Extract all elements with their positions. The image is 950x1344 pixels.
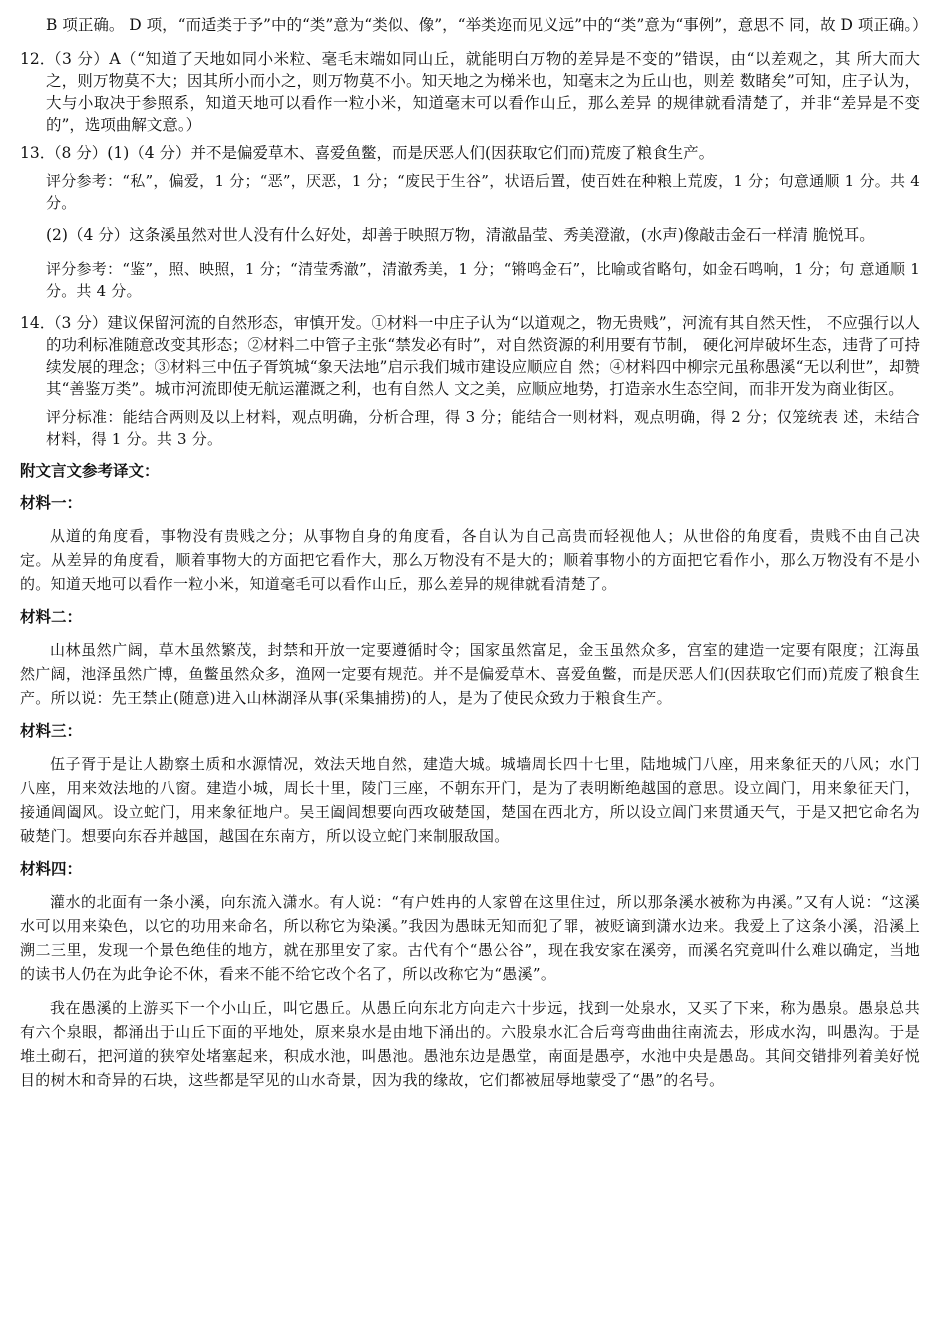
material-2-title: 材料二： — [20, 608, 83, 626]
question-text: （3 分）建议保留河流的自然形态，审慎开发。①材料一中庄子认为“以道观之，物无贵贱”，河流有其自然天性， 不应强行以人的功利标准随意改变其形态；②材料二中管子主张“禁发必有时”，对自然资源的利用要有节制， 硬化河岸破坏生态，违背了可持续发展的理念；③材料三中伍子胥筑城“象天法地”启示我们城市建设应顺应自 然；④材料四中柳宗元虽称愚溪“无以利世”，却赞其“善鉴万类”。城市河流即使无航运灌溉之利，也有自然人 文之美，应顺应地势，打造亲水生态空间，而非开发为商业街区。 — [46, 314, 920, 398]
material-4-title: 材料四： — [20, 860, 83, 878]
material-4-paragraph: 我在愚溪的上游买下一个小山丘，叫它愚丘。从愚丘向东北方向走六十步远，找到一处泉水，又买了下来，称为愚泉。愚泉总共有六个泉眼，都涌出于山丘下面的平地处，原来泉水是由地下涌出的。六股泉水汇合后弯弯曲曲往南流去，形成水沟，叫愚沟。于是堆土砌石，把河道的狭窄处堵塞起来，积成水池，叫愚池。愚池东边是愚堂，南面是愚亭，水池中央是愚岛。其间交错排列着美好悦目的树木和奇异的石块，这些都是罕见的山水奇景，因为我的缘故，它们都被屈辱地蒙受了“愚”的名号。 — [20, 999, 920, 1089]
scoring-standard: 评分标准：能结合两则及以上材料，观点明确，分析合理，得 3 分；能结合一则材料，观点明确，得 2 分；仅笼统表 述，未结合材料，得 1 分。共 3 分。 — [46, 408, 920, 448]
question-14 — [20, 312, 920, 400]
material-3-paragraph: 伍子胥于是让人勘察土质和水源情况，效法天地自然，建造大城。城墙周长四十七里，陆地城门八座，用来象征天的八风；水门八座，用来效法地的八窗。建造小城，周长十里，陵门三座，不朝东开门，是为了表明断绝越国的意思。设立阊门，用来象征天门，接通阊阖风。设立蛇门，用来象征地户。吴王阖闾想要向西攻破楚国，楚国在西北方，所以设立阊门来贯通天气，于是又把它命名为破楚门。想要向东吞并越国，越国在东南方，所以设立蛇门来制服敌国。 — [20, 755, 920, 845]
material-1-paragraph: 从道的角度看，事物没有贵贱之分；从事物自身的角度看，各自认为自己高贵而轻视他人；从世俗的角度看，贵贱不由自己决定。从差异的角度看，顺着事物大的方面把它看作大，那么万物没有不是大的；顺着事物小的方面把它看作小，那么万物没有不是小的。知道天地可以看作一粒小米，知道毫毛可以看作山丘，那么差异的规律就看清楚了。 — [20, 527, 920, 593]
document-page — [20, 14, 928, 1102]
question-text: （3 分）A（“知道了天地如同小米粒、毫毛末端如同山丘，就能明白万物的差异是不变的”错误，由“以差观之，其 所大而大之，则万物莫不大；因其所小而小之，则万物莫不小。知天地之为梯米也，知毫末之为丘山也，则差 数睹矣”可知，庄子认为，大与小取决于参照系，知道天地可以看作一粒小米，知道毫末可以看作山丘，那么差异 的规律就看清楚了，并非“差异是不变的”，选项曲解文意。） — [46, 50, 920, 134]
question-number: 13． — [20, 144, 56, 162]
material-4-paragraph: 灌水的北面有一条小溪，向东流入潇水。有人说：“有户姓冉的人家曾在这里住过，所以那条溪水被称为冉溪。”又有人说：“这溪水可以用来染色，以它的功用来命名，所以称它为染溪。”我因为愚昧无知而犯了罪，被贬谪到潇水边来。我爱上了这条小溪，沿溪上溯二三里，发现一个景色绝佳的地方，就在那里安了家。古代有个“愚公谷”，现在我安家在溪旁，而溪名究竟叫什么难以确定，当地的读书人仍在为此争论不休，看来不能不给它改个名了，所以改称它为“愚溪”。 — [20, 893, 920, 983]
question-number: 12． — [20, 50, 56, 68]
answer-11-continuation: B 项正确。 D 项，“而适类于予”中的“类”意为“类似、像”，“举类迩而见义远”中的“类”意为“事例”，意思不 同，故 D 项正确。） — [46, 16, 928, 34]
scoring-reference: 评分参考：“私”，偏爱，1 分；“恶”，厌恶，1 分；“废民于生谷”，状语后置，使百姓在种粮上荒废，1 分；句意通顺 1 分。共 4 分。 — [46, 172, 920, 212]
appendix-title: 附文言文参考译文： — [20, 462, 160, 480]
question-text: （8 分）(1)（4 分）并不是偏爱草木、喜爱鱼鳖，而是厌恶人们(因获取它们而)荒废了粮食生产。 — [46, 144, 715, 162]
material-3-title: 材料三： — [20, 722, 83, 740]
question-13-part-2: (2)（4 分）这条溪虽然对世人没有什么好处，却善于映照万物，清澈晶莹、秀美澄澈，(水声)像敲击金石一样清 脆悦耳。 — [46, 226, 875, 244]
question-number: 14． — [20, 314, 56, 332]
question-13 — [20, 142, 920, 164]
scoring-reference: 评分参考：“鉴”，照、映照，1 分；“清莹秀澈”，清澈秀美，1 分；“锵鸣金石”，比喻或省略句，如金石鸣响，1 分；句 意通顺 1 分。共 4 分。 — [46, 260, 920, 300]
question-12 — [20, 48, 920, 136]
material-1-title: 材料一： — [20, 494, 83, 512]
material-2-paragraph: 山林虽然广阔，草木虽然繁茂，封禁和开放一定要遵循时令；国家虽然富足，金玉虽然众多，宫室的建造一定要有限度；江海虽然广阔，池泽虽然广博，鱼鳖虽然众多，渔网一定要有规范。并不是偏爱草木、喜爱鱼鳖，而是厌恶人们(因获取它们而)荒废了粮食生产。所以说：先王禁止(随意)进入山林湖泽从事(采集捕捞)的人，是为了使民众致力于粮食生产。 — [20, 641, 920, 707]
